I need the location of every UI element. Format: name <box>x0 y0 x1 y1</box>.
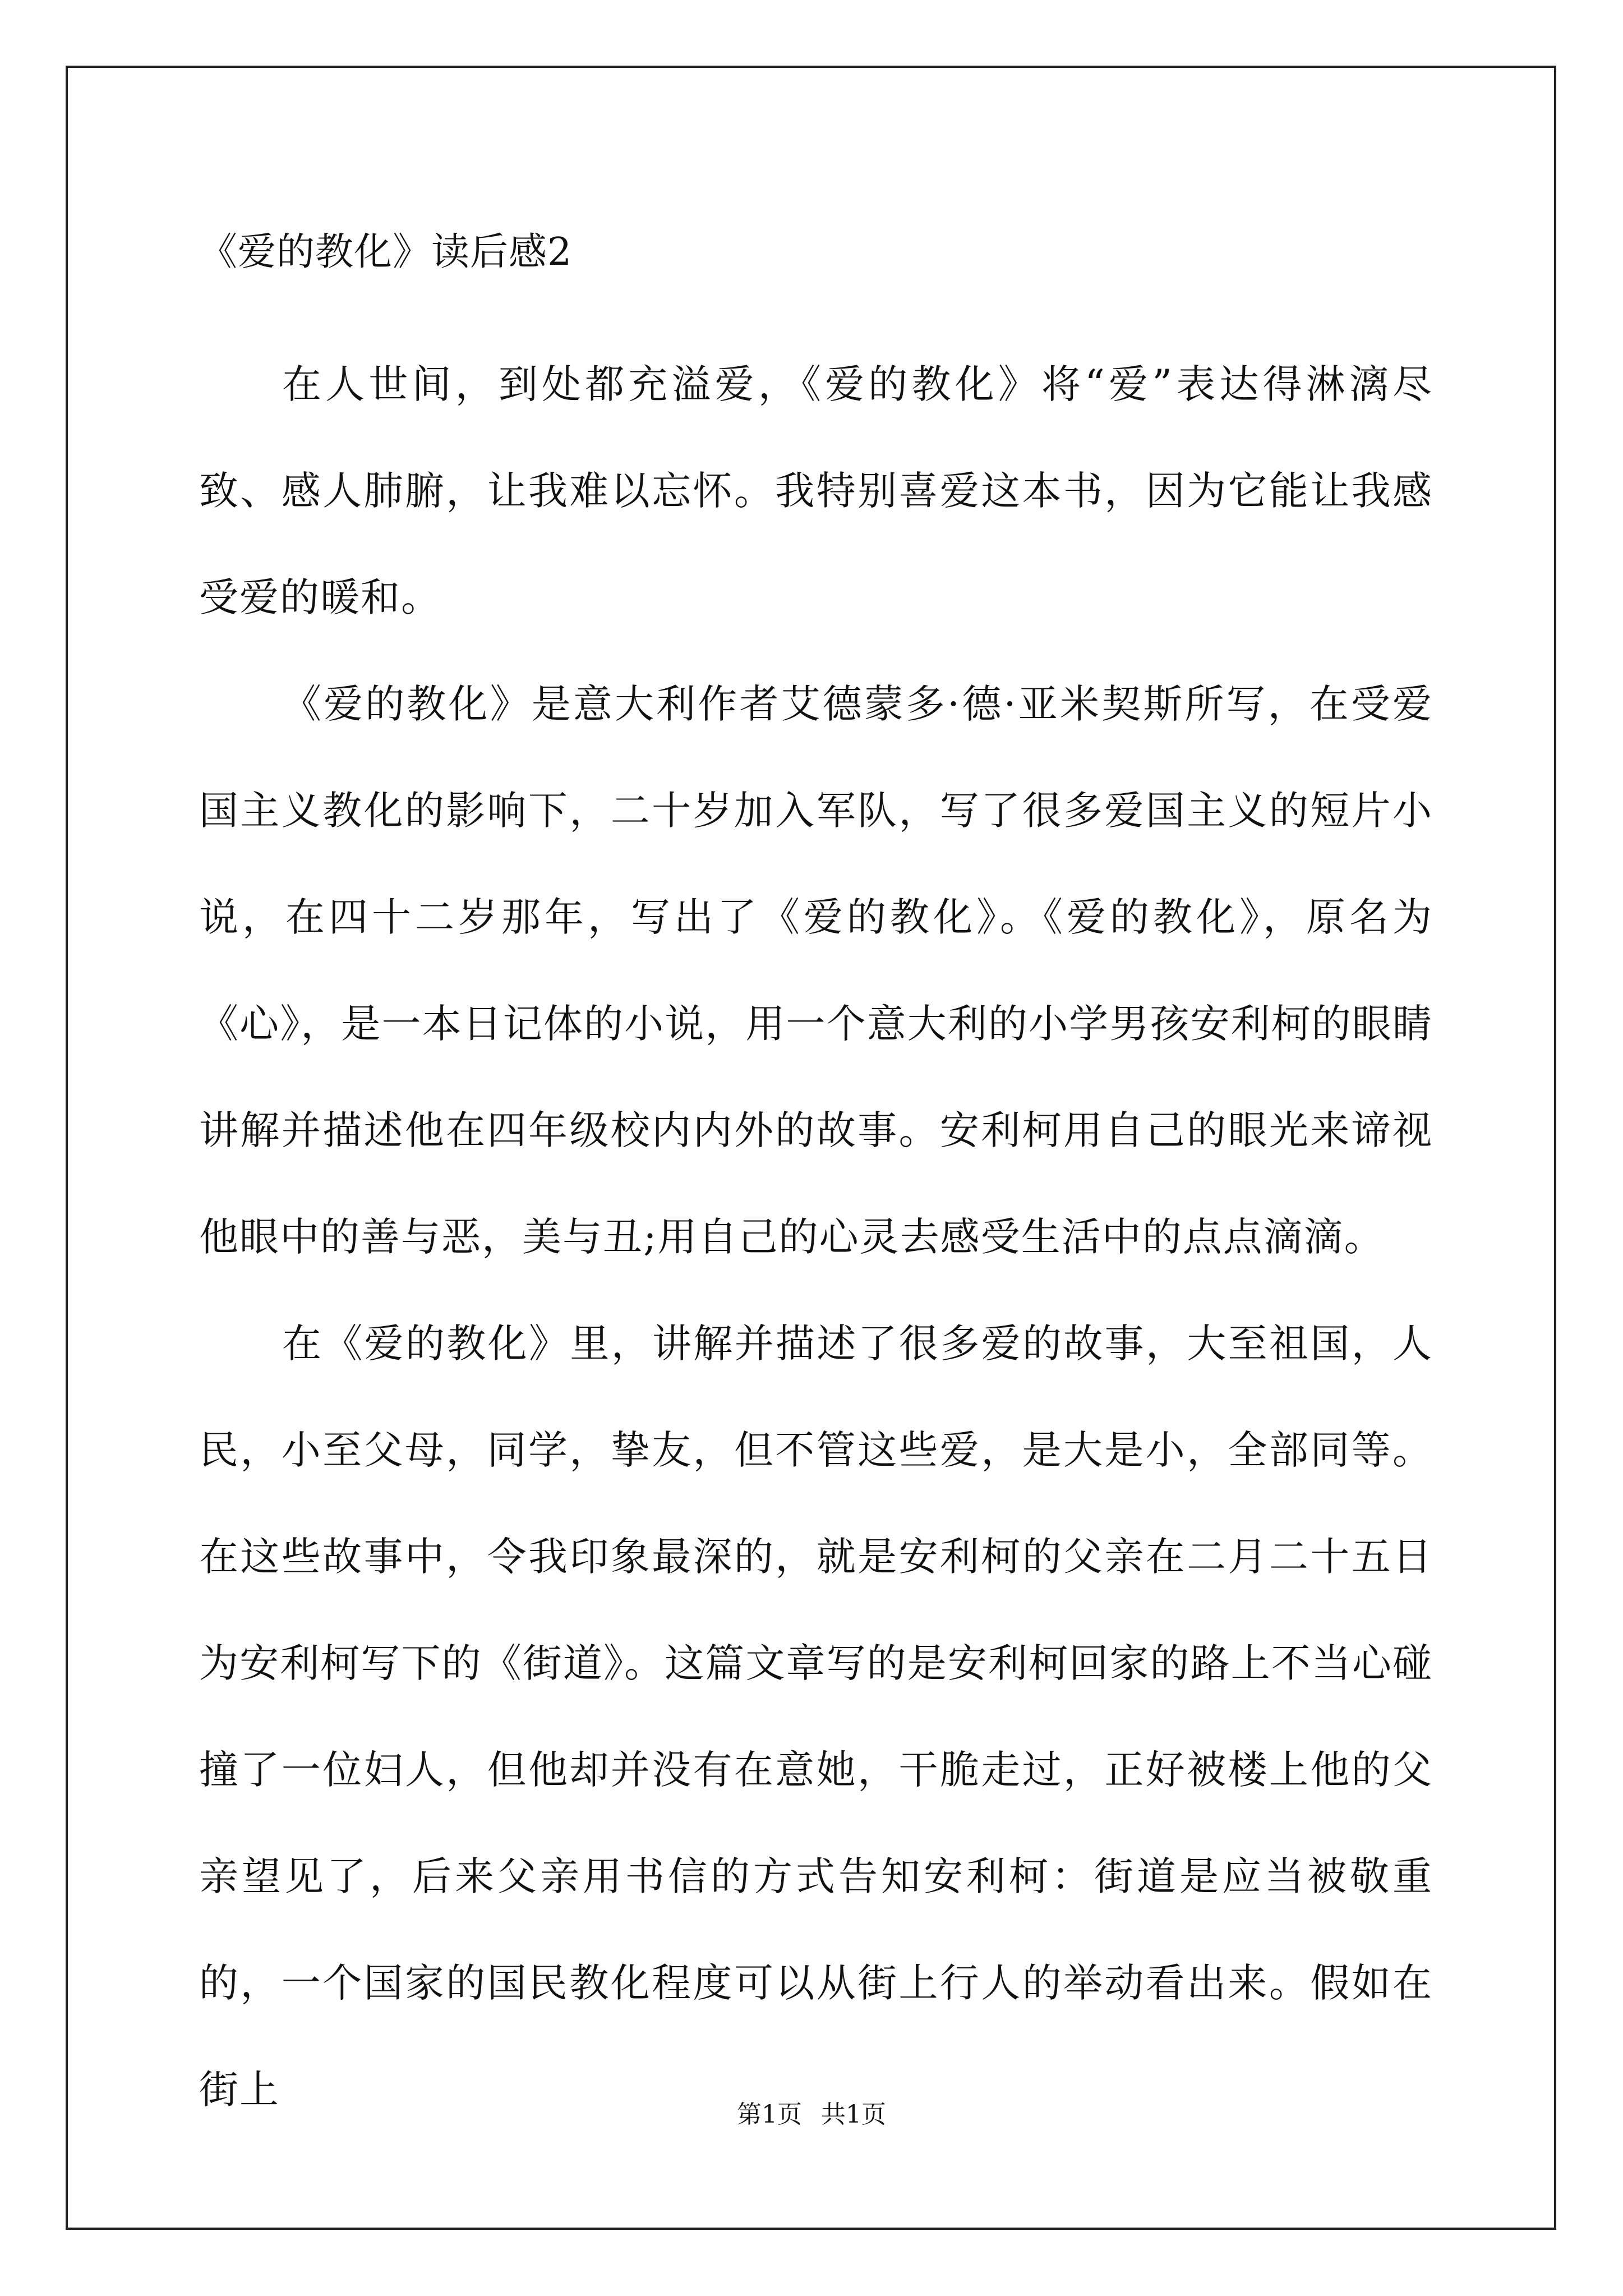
paragraph-3: 在《爱的教化》里，讲解并描述了很多爱的故事，大至祖国，人民，小至父母，同学，挚友，但不管这些爱，是大是小，全部同等。在这些故事中，令我印象最深的，就是安利柯的父亲在二月二十五日为安利柯写下的《街道》。这篇文章写的是安利柯回家的路上不当心碰撞了一位妇人，但他却并没有在意她，干脆走过，正好被楼上他的父亲望见了，后来父亲用书信的方式告知安利柯：街道是应当被敬重的，一个国家的国民教化程度可以从街上行人的举动看出来。假如在街上 <box>199 1320 1433 2113</box>
paragraph-1: 在人世间，到处都充溢爱，《爱的教化》将“爱”表达得淋漓尽致、感人肺腑，让我难以忘怀。我特别喜爱这本书，因为它能让我感受爱的暖和。 <box>199 361 1433 620</box>
paragraph-2: 《爱的教化》是意大利作者艾德蒙多·德·亚米契斯所写，在受爱国主义教化的影响下，二十岁加入军队，写了很多爱国主义的短片小说，在四十二岁那年，写出了《爱的教化》。《爱的教化》，原名为《心》，是一本日记体的小说，用一个意大利的小学男孩安利柯的眼睛讲解并描述他在四年级校内内外的故事。安利柯用自己的眼光来谛视他眼中的善与恶，美与丑;用自己的心灵去感受生活中的点点滴滴。 <box>199 681 1433 1260</box>
page-number-total: 共1页 <box>821 2100 886 2129</box>
page-number-current: 第1页 <box>737 2100 802 2129</box>
document-body <box>199 224 1433 2143</box>
document-title: 《爱的教化》读后感2 <box>199 230 573 274</box>
page-footer <box>0 2098 1623 2132</box>
